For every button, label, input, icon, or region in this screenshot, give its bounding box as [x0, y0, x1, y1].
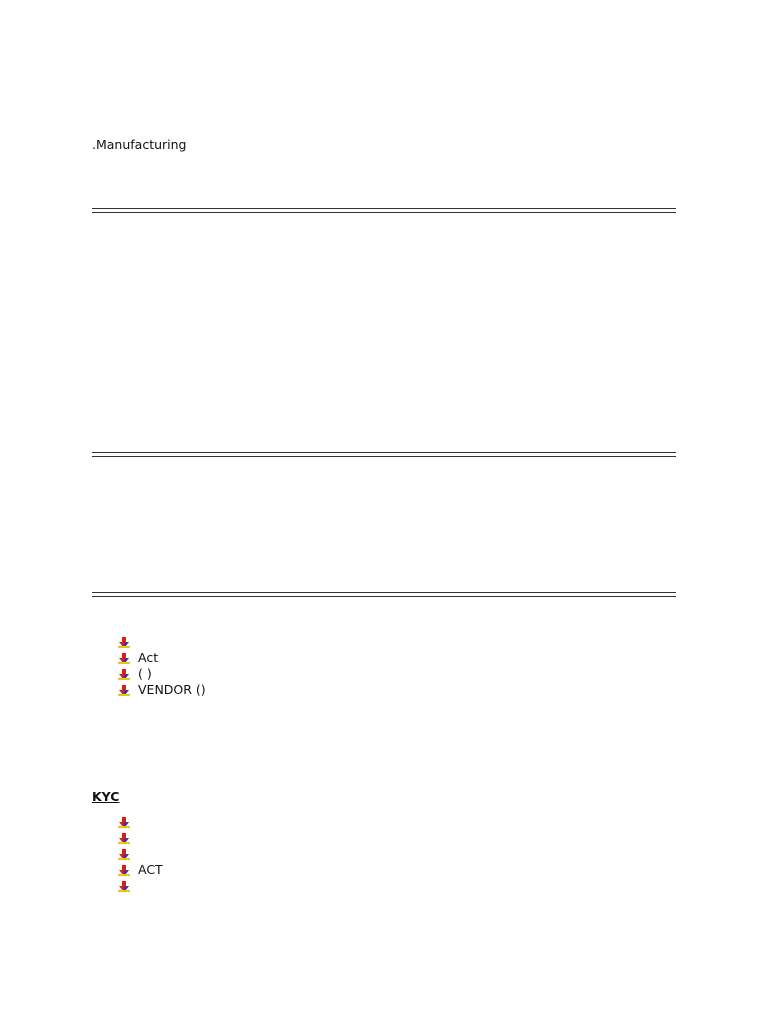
list-item [118, 846, 676, 862]
document-body [92, 84, 676, 894]
section-divider [92, 208, 676, 213]
paragraph [92, 224, 676, 241]
paragraph [92, 468, 676, 485]
list-item-text: Act [138, 650, 159, 665]
list-item [118, 814, 676, 830]
paragraph [92, 494, 676, 511]
arrow-bullet-icon [118, 817, 130, 828]
list-item [118, 666, 676, 682]
paragraph [92, 250, 676, 267]
paragraph [92, 84, 676, 101]
list-item [118, 830, 676, 846]
paragraph [92, 328, 676, 345]
section-divider [92, 592, 676, 597]
paragraph [92, 380, 676, 397]
paragraph [92, 302, 676, 319]
arrow-bullet-icon [118, 637, 130, 648]
arrow-bullet-icon [118, 849, 130, 860]
list-item [118, 650, 676, 666]
paragraph [92, 188, 676, 205]
paragraph [92, 608, 676, 625]
paragraph [92, 546, 676, 563]
arrow-bullet-icon [118, 881, 130, 892]
arrow-bullet-icon [118, 833, 130, 844]
paragraph: .Manufacturing [92, 137, 187, 152]
paragraph [92, 432, 676, 449]
paragraph [92, 572, 676, 589]
arrow-bullet-icon [118, 865, 130, 876]
list-item-text: VENDOR () [138, 682, 206, 697]
paragraph [92, 520, 676, 537]
paragraph: KYC [92, 789, 120, 804]
arrow-bullet-icon [118, 669, 130, 680]
list-item-text: ACT [138, 862, 163, 877]
list-item [118, 878, 676, 894]
section-divider [92, 452, 676, 457]
arrow-bullet-icon [118, 685, 130, 696]
bullet-list [92, 634, 676, 698]
paragraph [92, 162, 676, 179]
list-item [118, 862, 676, 878]
paragraph [92, 406, 676, 423]
bullet-list [92, 814, 676, 894]
list-item [118, 634, 676, 650]
list-item [118, 682, 676, 698]
paragraph [92, 354, 676, 371]
blank-space [92, 698, 676, 788]
list-item-text: ( ) [138, 666, 152, 681]
arrow-bullet-icon [118, 653, 130, 664]
paragraph [92, 276, 676, 293]
paragraph [92, 110, 676, 127]
